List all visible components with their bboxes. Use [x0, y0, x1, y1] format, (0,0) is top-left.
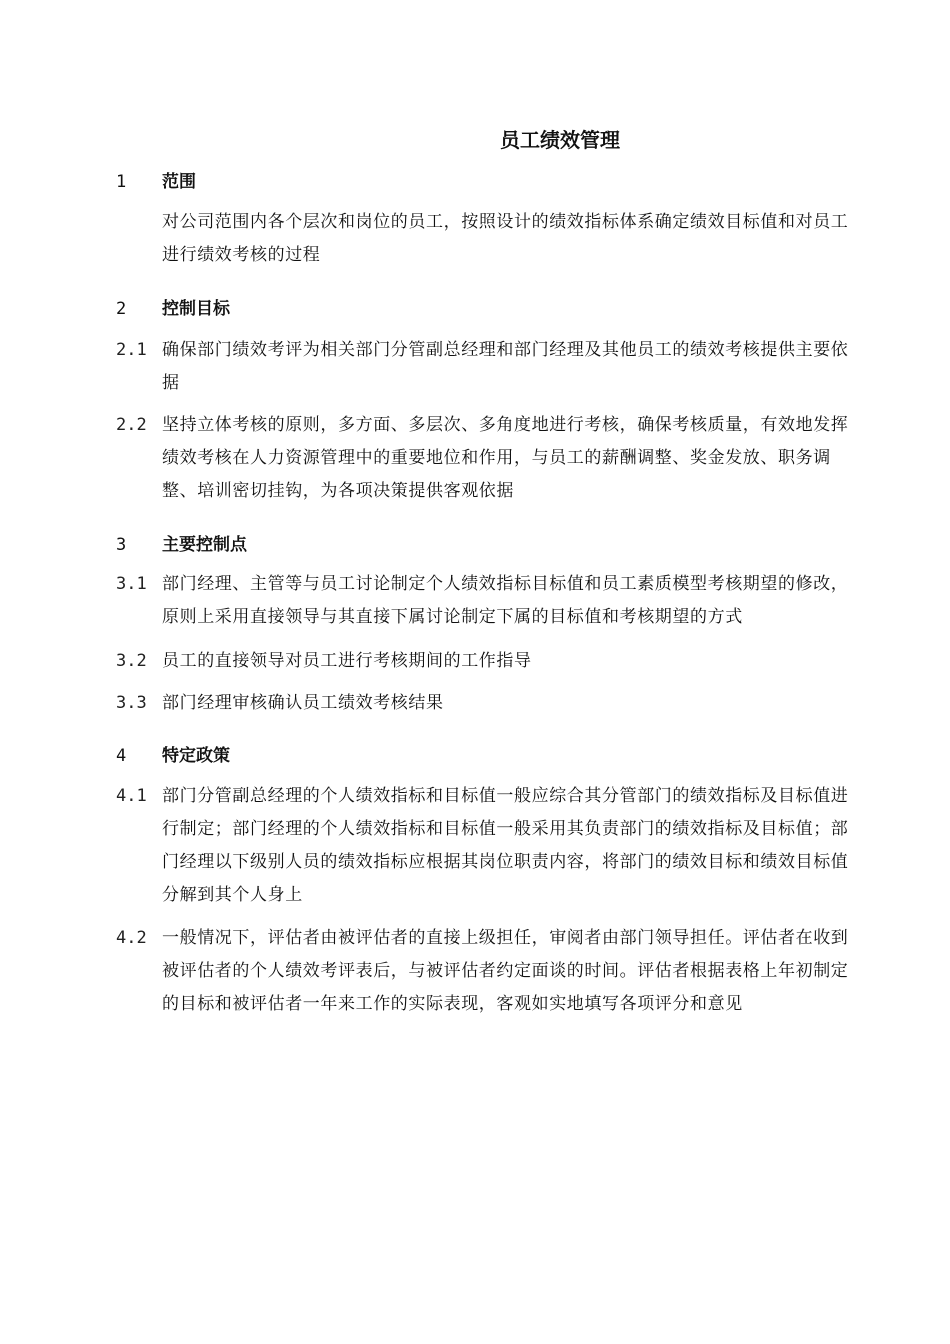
- clause-4-2: [116, 922, 854, 1021]
- clause-text: 部门分管副总经理的个人绩效指标和目标值一般应综合其分管部门的绩效指标及目标值进行制定；部门经理的个人绩效指标和目标值一般采用其负责部门的绩效指标及目标值；部门经理以下级别人员的绩效指标应根据其岗位职责内容，将部门的绩效目标和绩效目标值分解到其个人身上: [162, 786, 849, 905]
- section-title: 控制目标: [162, 299, 230, 319]
- section-title: 特定政策: [162, 746, 230, 766]
- clause-number: 3.3: [116, 693, 147, 713]
- clause-number: 2.1: [116, 340, 147, 360]
- section-title: 主要控制点: [162, 535, 247, 555]
- clause-number: 2.2: [116, 415, 147, 435]
- clause-text: 确保部门绩效考评为相关部门分管副总经理和部门经理及其他员工的绩效考核提供主要依据: [162, 340, 849, 393]
- section-heading-1: [116, 170, 196, 194]
- clause-number: 4.1: [116, 786, 147, 806]
- clause-3-3: [116, 687, 854, 720]
- clause-text: 员工的直接领导对员工进行考核期间的工作指导: [162, 651, 532, 671]
- section-number: 1: [116, 172, 127, 192]
- clause-2-1: [116, 334, 854, 400]
- clause-number: 3.2: [116, 651, 147, 671]
- section-number: 2: [116, 299, 127, 319]
- clause-3-1: [116, 568, 854, 634]
- clause-4-1: [116, 780, 854, 912]
- document-title: 员工绩效管理: [500, 128, 620, 152]
- clause-text: 坚持立体考核的原则，多方面、多层次、多角度地进行考核，确保考核质量，有效地发挥绩效考核在人力资源管理中的重要地位和作用，与员工的薪酬调整、奖金发放、职务调整、培训密切挂钩，为各项决策提供客观依据: [162, 415, 849, 501]
- section-1-paragraph: 对公司范围内各个层次和岗位的员工，按照设计的绩效指标体系确定绩效目标值和对员工进行绩效考核的过程: [162, 212, 849, 265]
- clause-text: 部门经理、主管等与员工讨论制定个人绩效指标目标值和员工素质模型考核期望的修改，原则上采用直接领导与其直接下属讨论制定下属的目标值和考核期望的方式: [162, 574, 849, 627]
- clause-text: 一般情况下，评估者由被评估者的直接上级担任，审阅者由部门领导担任。评估者在收到被评估者的个人绩效考评表后，与被评估者约定面谈的时间。评估者根据表格上年初制定的目标和被评估者一年来工作的实际表现，客观如实地填写各项评分和意见: [162, 928, 849, 1014]
- section-title: 范围: [162, 172, 196, 192]
- section-heading-4: [116, 744, 230, 768]
- clause-number: 3.1: [116, 574, 147, 594]
- clause-text: 部门经理审核确认员工绩效考核结果: [162, 693, 444, 713]
- section-heading-2: [116, 297, 230, 321]
- section-heading-3: [116, 533, 247, 557]
- clause-2-2: [116, 409, 854, 508]
- section-number: 4: [116, 746, 127, 766]
- clause-number: 4.2: [116, 928, 147, 948]
- clause-3-2: [116, 645, 854, 678]
- section-number: 3: [116, 535, 127, 555]
